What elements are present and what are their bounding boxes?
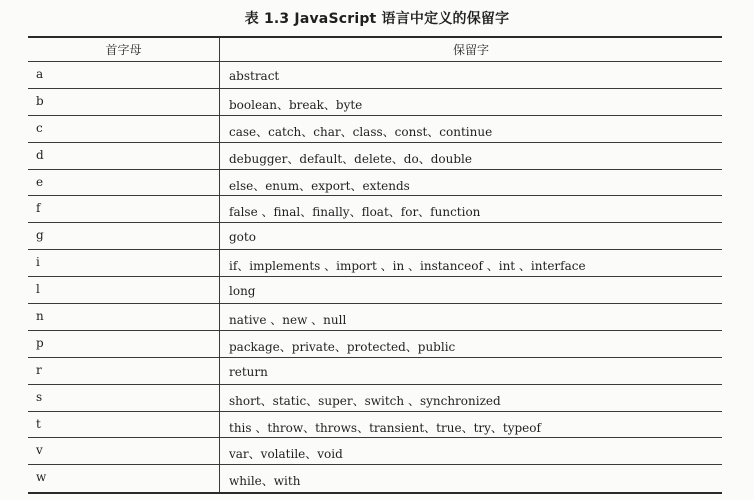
first-letter-cell: g <box>28 223 220 249</box>
reserved-words-cell: native 、new 、null <box>229 313 347 328</box>
reserved-words-cell: false 、final、finally、float、for、function <box>229 205 481 220</box>
first-letter-cell: v <box>28 438 220 464</box>
table-row <box>28 465 722 492</box>
header-reserved-words: 保留字 <box>452 43 489 57</box>
reserved-words-cell: return <box>229 364 268 379</box>
reserved-words-cell: package、private、protected、public <box>229 339 456 354</box>
first-letter-cell: c <box>28 116 220 142</box>
reserved-words-table <box>28 36 722 494</box>
table-row <box>28 304 722 331</box>
table-row <box>28 250 722 277</box>
table-row <box>28 196 722 223</box>
first-letter-cell: f <box>28 196 220 222</box>
reserved-words-cell: if、implements 、import 、in 、instanceof 、int 、interface <box>229 259 586 274</box>
first-letter-cell: r <box>28 358 220 384</box>
reserved-words-cell: this 、throw、throws、transient、true、try、typeof <box>229 420 541 435</box>
reserved-words-cell: debugger、default、delete、do、double <box>229 151 472 166</box>
table-row <box>28 143 722 170</box>
reserved-words-cell: abstract <box>229 69 280 83</box>
table-row <box>28 412 722 439</box>
first-letter-cell: w <box>28 465 220 492</box>
table-row <box>28 358 722 385</box>
reserved-words-cell: else、enum、export、extends <box>229 178 410 193</box>
first-letter-cell: s <box>28 385 220 411</box>
reserved-words-cell: case、catch、char、class、const、continue <box>229 124 493 139</box>
reserved-words-cell: boolean、break、byte <box>229 97 363 112</box>
reserved-words-cell: long <box>229 284 256 299</box>
first-letter-cell: p <box>28 331 220 357</box>
table-row <box>28 277 722 304</box>
table-body <box>28 62 722 492</box>
table-caption: 表 1.3 JavaScript 语言中定义的保留字 <box>244 11 510 27</box>
reserved-words-cell: var、volatile、void <box>229 447 343 462</box>
table-row <box>28 438 722 465</box>
table-row <box>28 62 722 89</box>
table-header-row <box>28 38 722 62</box>
reserved-words-cell: goto <box>229 230 256 245</box>
first-letter-cell: i <box>28 250 220 276</box>
table-row <box>28 170 722 197</box>
table-row <box>28 89 722 116</box>
table-row <box>28 331 722 358</box>
first-letter-cell: n <box>28 304 220 330</box>
first-letter-cell: l <box>28 277 220 303</box>
reserved-words-cell: while、with <box>229 474 301 489</box>
first-letter-cell: b <box>28 89 220 115</box>
first-letter-cell: a <box>28 62 220 88</box>
table-row <box>28 116 722 143</box>
table-row <box>28 223 722 250</box>
header-first-letter: 首字母 <box>28 38 220 61</box>
table-row <box>28 385 722 412</box>
first-letter-cell: t <box>28 412 220 438</box>
first-letter-cell: d <box>28 143 220 169</box>
reserved-words-cell: short、static、super、switch 、synchronized <box>229 393 501 408</box>
first-letter-cell: e <box>28 170 220 196</box>
